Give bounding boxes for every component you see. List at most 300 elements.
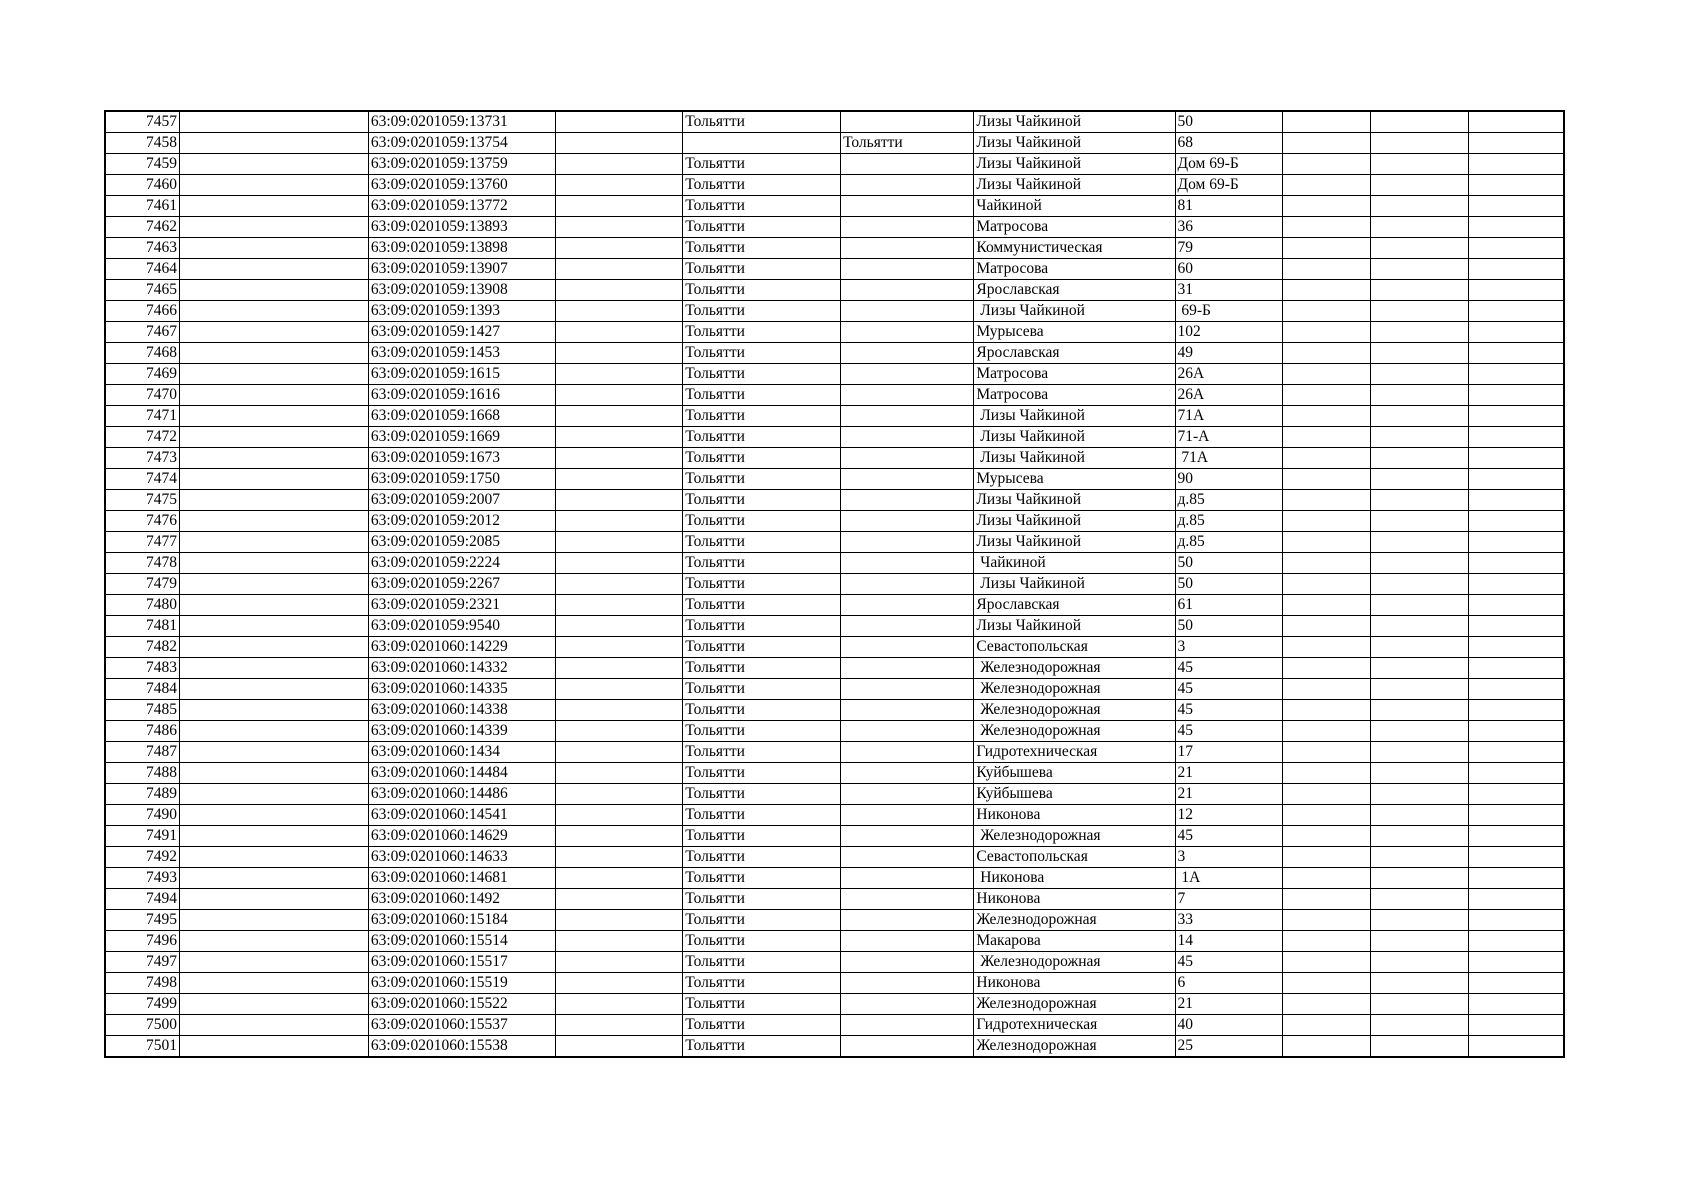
empty-cell [1468, 490, 1564, 511]
empty-cell [1283, 574, 1371, 595]
settlement-cell [841, 784, 974, 805]
settlement-cell [841, 427, 974, 448]
city-cell: Тольятти [683, 868, 841, 889]
empty-cell [1371, 595, 1469, 616]
empty-cell [1371, 679, 1469, 700]
cadastral-number-cell: 63:09:0201060:15522 [368, 994, 555, 1015]
city-cell: Тольятти [683, 217, 841, 238]
empty-cell [179, 322, 368, 343]
cadastral-number-cell: 63:09:0201059:1393 [368, 301, 555, 322]
house-number-cell: 33 [1175, 910, 1283, 931]
cadastral-number-cell: 63:09:0201060:15184 [368, 910, 555, 931]
empty-cell [555, 679, 683, 700]
cadastral-number-cell: 63:09:0201059:1616 [368, 385, 555, 406]
street-cell: Куйбышева [974, 763, 1175, 784]
cadastral-number-cell: 63:09:0201060:14484 [368, 763, 555, 784]
settlement-cell [841, 994, 974, 1015]
row-number-cell: 7481 [105, 616, 179, 637]
cadastral-number-cell: 63:09:0201060:15537 [368, 1015, 555, 1036]
house-number-cell: 31 [1175, 280, 1283, 301]
empty-cell [1371, 364, 1469, 385]
empty-cell [179, 469, 368, 490]
empty-cell [1468, 469, 1564, 490]
settlement-cell: Тольятти [841, 133, 974, 154]
cadastral-number-cell: 63:09:0201060:14629 [368, 826, 555, 847]
empty-cell [179, 490, 368, 511]
empty-cell [1283, 1015, 1371, 1036]
empty-cell [179, 364, 368, 385]
empty-cell [179, 217, 368, 238]
house-number-cell: 45 [1175, 826, 1283, 847]
empty-cell [1283, 322, 1371, 343]
settlement-cell [841, 217, 974, 238]
empty-cell [555, 1015, 683, 1036]
empty-cell [1371, 637, 1469, 658]
house-number-cell: 26А [1175, 385, 1283, 406]
street-cell: Лизы Чайкиной [974, 133, 1175, 154]
cadastral-number-cell: 63:09:0201059:1668 [368, 406, 555, 427]
settlement-cell [841, 364, 974, 385]
empty-cell [555, 658, 683, 679]
empty-cell [1468, 154, 1564, 175]
row-number-cell: 7500 [105, 1015, 179, 1036]
empty-cell [1371, 343, 1469, 364]
empty-cell [1283, 889, 1371, 910]
empty-cell [179, 280, 368, 301]
settlement-cell [841, 952, 974, 973]
empty-cell [179, 784, 368, 805]
house-number-cell: 12 [1175, 805, 1283, 826]
empty-cell [555, 826, 683, 847]
settlement-cell [841, 763, 974, 784]
empty-cell [1371, 196, 1469, 217]
empty-cell [1283, 406, 1371, 427]
empty-cell [179, 301, 368, 322]
empty-cell [179, 406, 368, 427]
table-row [105, 742, 1564, 763]
table-row [105, 427, 1564, 448]
empty-cell [1283, 196, 1371, 217]
city-cell: Тольятти [683, 469, 841, 490]
empty-cell [179, 700, 368, 721]
empty-cell [555, 784, 683, 805]
table-row [105, 889, 1564, 910]
row-number-cell: 7497 [105, 952, 179, 973]
row-number-cell: 7490 [105, 805, 179, 826]
row-number-cell: 7484 [105, 679, 179, 700]
empty-cell [1283, 469, 1371, 490]
house-number-cell: 50 [1175, 111, 1283, 133]
empty-cell [179, 805, 368, 826]
city-cell: Тольятти [683, 847, 841, 868]
city-cell: Тольятти [683, 910, 841, 931]
empty-cell [1468, 133, 1564, 154]
cadastral-number-cell: 63:09:0201060:15538 [368, 1036, 555, 1058]
street-cell: Железнодорожная [974, 679, 1175, 700]
empty-cell [1283, 679, 1371, 700]
empty-cell [1468, 784, 1564, 805]
empty-cell [555, 217, 683, 238]
city-cell: Тольятти [683, 721, 841, 742]
empty-cell [1283, 931, 1371, 952]
street-cell: Никонова [974, 973, 1175, 994]
house-number-cell: 71А [1175, 448, 1283, 469]
empty-cell [179, 196, 368, 217]
empty-cell [179, 616, 368, 637]
table-row [105, 238, 1564, 259]
settlement-cell [841, 511, 974, 532]
empty-cell [1371, 763, 1469, 784]
city-cell: Тольятти [683, 742, 841, 763]
street-cell: Мурысева [974, 469, 1175, 490]
street-cell: Ярославская [974, 343, 1175, 364]
house-number-cell: 69-Б [1175, 301, 1283, 322]
street-cell: Железнодорожная [974, 700, 1175, 721]
empty-cell [179, 637, 368, 658]
street-cell: Матросова [974, 385, 1175, 406]
street-cell: Железнодорожная [974, 658, 1175, 679]
house-number-cell: 71-А [1175, 427, 1283, 448]
table-row [105, 595, 1564, 616]
empty-cell [1283, 532, 1371, 553]
empty-cell [1283, 448, 1371, 469]
empty-cell [1283, 511, 1371, 532]
empty-cell [555, 994, 683, 1015]
settlement-cell [841, 721, 974, 742]
city-cell: Тольятти [683, 175, 841, 196]
empty-cell [1283, 973, 1371, 994]
table-row [105, 952, 1564, 973]
empty-cell [1468, 910, 1564, 931]
empty-cell [555, 574, 683, 595]
city-cell: Тольятти [683, 406, 841, 427]
cadastral-number-cell: 63:09:0201060:14681 [368, 868, 555, 889]
empty-cell [1283, 154, 1371, 175]
row-number-cell: 7489 [105, 784, 179, 805]
street-cell: Лизы Чайкиной [974, 574, 1175, 595]
settlement-cell [841, 406, 974, 427]
empty-cell [179, 994, 368, 1015]
cadastral-number-cell: 63:09:0201060:15519 [368, 973, 555, 994]
empty-cell [555, 511, 683, 532]
row-number-cell: 7480 [105, 595, 179, 616]
city-cell: Тольятти [683, 826, 841, 847]
empty-cell [179, 448, 368, 469]
table-row [105, 511, 1564, 532]
cadastral-number-cell: 63:09:0201059:2224 [368, 553, 555, 574]
city-cell: Тольятти [683, 889, 841, 910]
empty-cell [179, 111, 368, 133]
empty-cell [1371, 805, 1469, 826]
cadastral-number-cell: 63:09:0201059:13907 [368, 259, 555, 280]
street-cell: Лизы Чайкиной [974, 111, 1175, 133]
settlement-cell [841, 826, 974, 847]
settlement-cell [841, 238, 974, 259]
table-row [105, 532, 1564, 553]
settlement-cell [841, 175, 974, 196]
street-cell: Железнодорожная [974, 721, 1175, 742]
empty-cell [1371, 721, 1469, 742]
empty-cell [1371, 322, 1469, 343]
empty-cell [1283, 385, 1371, 406]
settlement-cell [841, 616, 974, 637]
row-number-cell: 7485 [105, 700, 179, 721]
empty-cell [1468, 868, 1564, 889]
settlement-cell [841, 196, 974, 217]
empty-cell [555, 553, 683, 574]
row-number-cell: 7465 [105, 280, 179, 301]
street-cell: Матросова [974, 259, 1175, 280]
empty-cell [1283, 700, 1371, 721]
empty-cell [1283, 175, 1371, 196]
house-number-cell: 102 [1175, 322, 1283, 343]
city-cell: Тольятти [683, 574, 841, 595]
empty-cell [1371, 574, 1469, 595]
settlement-cell [841, 553, 974, 574]
settlement-cell [841, 469, 974, 490]
empty-cell [555, 259, 683, 280]
empty-cell [1371, 280, 1469, 301]
empty-cell [555, 343, 683, 364]
empty-cell [1371, 175, 1469, 196]
city-cell: Тольятти [683, 805, 841, 826]
empty-cell [1468, 406, 1564, 427]
empty-cell [1283, 217, 1371, 238]
city-cell: Тольятти [683, 616, 841, 637]
empty-cell [1283, 721, 1371, 742]
street-cell: Чайкиной [974, 196, 1175, 217]
cadastral-number-cell: 63:09:0201059:13893 [368, 217, 555, 238]
street-cell: Матросова [974, 217, 1175, 238]
empty-cell [1468, 847, 1564, 868]
table-row [105, 490, 1564, 511]
house-number-cell: 45 [1175, 658, 1283, 679]
empty-cell [1371, 448, 1469, 469]
house-number-cell: 40 [1175, 1015, 1283, 1036]
empty-cell [1283, 111, 1371, 133]
row-number-cell: 7487 [105, 742, 179, 763]
settlement-cell [841, 385, 974, 406]
empty-cell [1283, 847, 1371, 868]
empty-cell [1371, 259, 1469, 280]
street-cell: Коммунистическая [974, 238, 1175, 259]
empty-cell [1283, 952, 1371, 973]
empty-cell [555, 133, 683, 154]
street-cell: Лизы Чайкиной [974, 175, 1175, 196]
table-row [105, 868, 1564, 889]
empty-cell [179, 889, 368, 910]
empty-cell [555, 301, 683, 322]
city-cell: Тольятти [683, 784, 841, 805]
row-number-cell: 7498 [105, 973, 179, 994]
empty-cell [555, 595, 683, 616]
empty-cell [555, 637, 683, 658]
street-cell: Лизы Чайкиной [974, 448, 1175, 469]
city-cell: Тольятти [683, 994, 841, 1015]
empty-cell [1468, 973, 1564, 994]
house-number-cell: 90 [1175, 469, 1283, 490]
street-cell: Ярославская [974, 595, 1175, 616]
empty-cell [1283, 259, 1371, 280]
cadastral-number-cell: 63:09:0201060:14338 [368, 700, 555, 721]
cadastral-number-cell: 63:09:0201059:2085 [368, 532, 555, 553]
row-number-cell: 7467 [105, 322, 179, 343]
cadastral-number-cell: 63:09:0201059:13898 [368, 238, 555, 259]
house-number-cell: 1А [1175, 868, 1283, 889]
empty-cell [1283, 301, 1371, 322]
row-number-cell: 7457 [105, 111, 179, 133]
cadastral-number-cell: 63:09:0201059:2321 [368, 595, 555, 616]
settlement-cell [841, 910, 974, 931]
city-cell: Тольятти [683, 364, 841, 385]
cadastral-number-cell: 63:09:0201059:13760 [368, 175, 555, 196]
empty-cell [1371, 217, 1469, 238]
empty-cell [1468, 637, 1564, 658]
empty-cell [1371, 889, 1469, 910]
settlement-cell [841, 931, 974, 952]
row-number-cell: 7461 [105, 196, 179, 217]
street-cell: Никонова [974, 889, 1175, 910]
empty-cell [179, 721, 368, 742]
city-cell: Тольятти [683, 637, 841, 658]
empty-cell [1283, 763, 1371, 784]
house-number-cell: 45 [1175, 700, 1283, 721]
settlement-cell [841, 700, 974, 721]
row-number-cell: 7462 [105, 217, 179, 238]
house-number-cell: Дом 69-Б [1175, 154, 1283, 175]
table-row [105, 574, 1564, 595]
city-cell: Тольятти [683, 154, 841, 175]
row-number-cell: 7472 [105, 427, 179, 448]
city-cell: Тольятти [683, 658, 841, 679]
settlement-cell [841, 532, 974, 553]
empty-cell [555, 364, 683, 385]
empty-cell [555, 532, 683, 553]
table-row [105, 448, 1564, 469]
empty-cell [179, 826, 368, 847]
empty-cell [555, 280, 683, 301]
table-row [105, 553, 1564, 574]
empty-cell [179, 175, 368, 196]
row-number-cell: 7473 [105, 448, 179, 469]
empty-cell [179, 931, 368, 952]
city-cell: Тольятти [683, 931, 841, 952]
row-number-cell: 7499 [105, 994, 179, 1015]
settlement-cell [841, 889, 974, 910]
empty-cell [1371, 973, 1469, 994]
empty-cell [179, 742, 368, 763]
cadastral-number-cell: 63:09:0201059:1615 [368, 364, 555, 385]
empty-cell [179, 595, 368, 616]
empty-cell [1283, 238, 1371, 259]
empty-cell [1468, 175, 1564, 196]
house-number-cell: 61 [1175, 595, 1283, 616]
street-cell: Лизы Чайкиной [974, 406, 1175, 427]
empty-cell [1283, 742, 1371, 763]
empty-cell [1371, 952, 1469, 973]
table-row [105, 133, 1564, 154]
cadastral-number-cell: 63:09:0201060:14486 [368, 784, 555, 805]
table-row [105, 994, 1564, 1015]
row-number-cell: 7494 [105, 889, 179, 910]
city-cell: Тольятти [683, 490, 841, 511]
empty-cell [1468, 742, 1564, 763]
table-row [105, 1036, 1564, 1058]
empty-cell [555, 616, 683, 637]
settlement-cell [841, 343, 974, 364]
empty-cell [1371, 616, 1469, 637]
cadastral-number-cell: 63:09:0201060:1492 [368, 889, 555, 910]
settlement-cell [841, 574, 974, 595]
street-cell: Гидротехническая [974, 742, 1175, 763]
house-number-cell: д.85 [1175, 532, 1283, 553]
cadastral-number-cell: 63:09:0201059:1669 [368, 427, 555, 448]
row-number-cell: 7471 [105, 406, 179, 427]
street-cell: Чайкиной [974, 553, 1175, 574]
settlement-cell [841, 1036, 974, 1058]
empty-cell [179, 973, 368, 994]
street-cell: Железнодорожная [974, 952, 1175, 973]
table-row [105, 364, 1564, 385]
cadastral-number-cell: 63:09:0201059:13731 [368, 111, 555, 133]
empty-cell [1468, 574, 1564, 595]
street-cell: Куйбышева [974, 784, 1175, 805]
table-row [105, 469, 1564, 490]
house-number-cell: 26А [1175, 364, 1283, 385]
empty-cell [555, 469, 683, 490]
row-number-cell: 7464 [105, 259, 179, 280]
city-cell: Тольятти [683, 111, 841, 133]
cadastral-number-cell: 63:09:0201059:13772 [368, 196, 555, 217]
empty-cell [1283, 994, 1371, 1015]
city-cell [683, 133, 841, 154]
street-cell: Железнодорожная [974, 1036, 1175, 1058]
empty-cell [179, 868, 368, 889]
empty-cell [179, 1015, 368, 1036]
table-row [105, 217, 1564, 238]
street-cell: Железнодорожная [974, 994, 1175, 1015]
empty-cell [555, 910, 683, 931]
row-number-cell: 7475 [105, 490, 179, 511]
empty-cell [555, 700, 683, 721]
cadastral-number-cell: 63:09:0201059:1427 [368, 322, 555, 343]
empty-cell [1371, 238, 1469, 259]
table-row [105, 721, 1564, 742]
house-number-cell: 50 [1175, 574, 1283, 595]
empty-cell [1371, 826, 1469, 847]
cadastral-number-cell: 63:09:0201060:14541 [368, 805, 555, 826]
empty-cell [1283, 658, 1371, 679]
table-row [105, 679, 1564, 700]
empty-cell [555, 868, 683, 889]
empty-cell [1468, 763, 1564, 784]
cadastral-number-cell: 63:09:0201060:14332 [368, 658, 555, 679]
house-number-cell: 21 [1175, 784, 1283, 805]
empty-cell [555, 952, 683, 973]
cadastral-number-cell: 63:09:0201059:2267 [368, 574, 555, 595]
row-number-cell: 7460 [105, 175, 179, 196]
street-cell: Матросова [974, 364, 1175, 385]
empty-cell [1468, 364, 1564, 385]
street-cell: Мурысева [974, 322, 1175, 343]
street-cell: Железнодорожная [974, 826, 1175, 847]
house-number-cell: 3 [1175, 637, 1283, 658]
city-cell: Тольятти [683, 511, 841, 532]
city-cell: Тольятти [683, 343, 841, 364]
row-number-cell: 7483 [105, 658, 179, 679]
row-number-cell: 7495 [105, 910, 179, 931]
table-row [105, 973, 1564, 994]
